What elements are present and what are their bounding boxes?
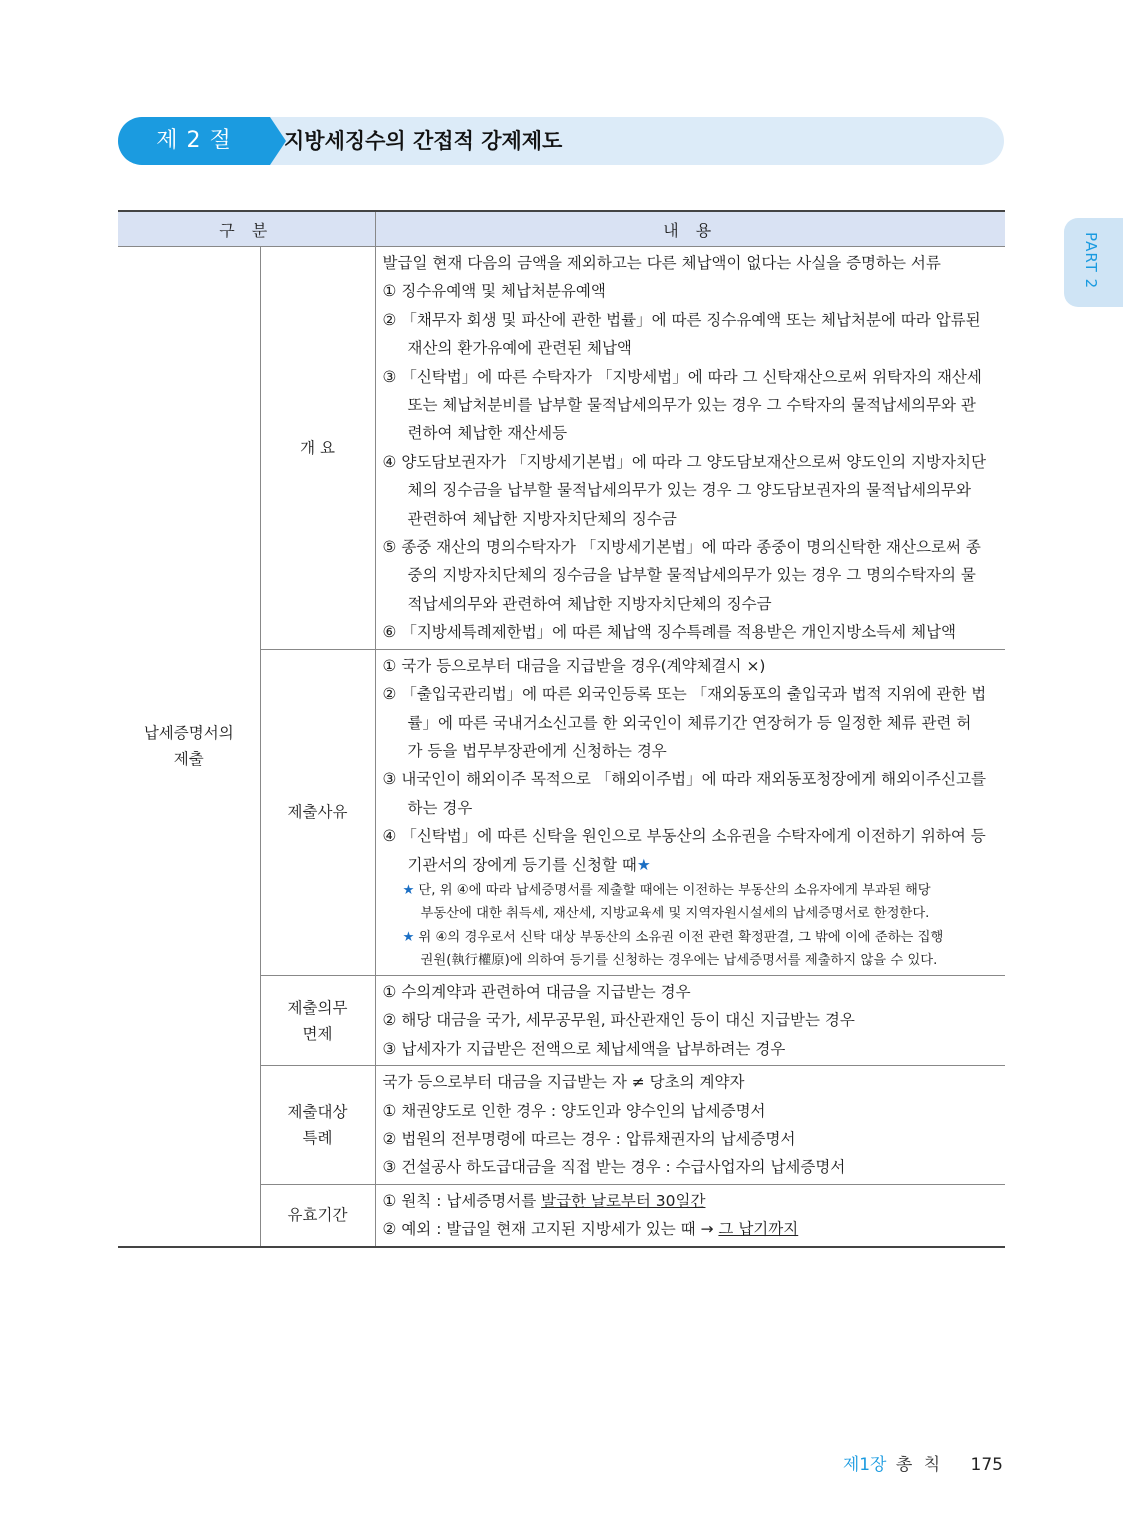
content-line [383,765,1000,793]
line-text: ④ 양도담보권자가 「지방세기본법」에 따라 그 양도담보재산으로써 양도인의 지방자치단 [382,452,986,471]
category-label: 납세증명서의 제출 [143,724,234,769]
line-text: ① 징수유예액 및 체납처분유예액 [382,282,606,301]
line-text: 기관서의 장에게 등기를 신청할 때 [407,855,637,874]
row-label-cell [260,247,375,650]
row-label: 제출사유 [287,803,348,822]
line-text: ① 채권양도로 인한 경우 : 양도인과 양수인의 납세증명서 [382,1101,766,1120]
line-text: 발급일 현재 다음의 금액을 제외하고는 다른 체납액이 없다는 사실을 증명하는 서류 [382,254,941,272]
row-label-cell [260,975,375,1065]
part-tab [1064,218,1123,307]
line-text: 가 등을 법무부장관에게 신청하는 경우 [407,741,667,760]
line-text: 하는 경우 [407,798,473,817]
line-text: 련하여 체납한 재산세등 [407,424,568,443]
line-text: 적납세의무와 관련하여 체납한 지방자치단체의 징수금 [407,594,772,613]
content-line [383,1215,1000,1243]
content-line [383,306,1000,334]
note-line [383,902,1000,926]
table-header-row [118,211,1005,247]
content-line [383,618,1000,646]
content-line [383,334,1000,362]
content-line [383,652,1000,680]
line-text: 체의 징수금을 납부할 물적납세의무가 있는 경우 그 양도담보권자의 물적납세의무와 [407,481,971,500]
note-text: 단, 위 ④에 따라 납세증명서를 제출할 때에는 이전하는 부동산의 소유자에게 부과된 해당 [418,882,931,898]
line-text: ③ 내국인이 해외이주 목적으로 「해외이주법」에 따라 재외동포청장에게 해외이주신고를 [382,770,986,789]
row-content [375,649,1005,975]
line-text: ① 원칙 : 납세증명서를 [382,1191,542,1210]
content-line [383,1006,1000,1034]
page-number: 175 [970,1455,1003,1475]
section-title: 지방세징수의 간접적 강제제도 [284,129,563,153]
note-text: 위 ④의 경우로서 신탁 대상 부동산의 소유권 이전 관련 확정판결, 그 밖에 이에 준하는 집행 [418,929,944,945]
header-category: 구 분 [118,211,375,247]
line-text: ① 국가 등으로부터 대금을 지급받을 경우(계약체결시 ×) [382,656,766,675]
note-line [383,949,1000,973]
star-icon: ★ [636,855,651,874]
note-line [383,926,1000,950]
footer-title: 총 칙 [895,1455,944,1475]
row-content [375,1066,1005,1185]
section-header [118,117,1004,165]
note-text: 부동산에 대한 취득세, 재산세, 지방교육세 및 지역자원시설세의 납세증명서로 한정한다. [420,906,930,922]
line-text: ③ 건설공사 하도급대금을 직접 받는 경우 : 수급사업자의 납세증명서 [382,1158,846,1177]
line-text: ② 해당 대금을 국가, 세무공무원, 파산관재인 등이 대신 지급받는 경우 [382,1011,855,1030]
header-content: 내 용 [375,211,1005,247]
content-line [383,391,1000,419]
table-body [118,247,1005,1247]
line-text: ② 예외 : 발급일 현재 고지된 지방세가 있는 때 → [382,1220,719,1239]
line-text: 관련하여 체납한 지방자치단체의 징수금 [407,509,677,528]
line-text: ④ 「신탁법」에 따른 신탁을 원인으로 부동산의 소유권을 수탁자에게 이전하기 위하여 등 [382,827,986,846]
underlined-text: 발급한 날로부터 30일간 [541,1191,706,1210]
row-content [375,1184,1005,1246]
content-line [383,680,1000,708]
line-text: ① 수의계약과 관련하여 대금을 지급받는 경우 [382,982,691,1001]
section-number: 제 2 절 [118,117,270,165]
row-label-cell [260,1184,375,1246]
content-line [383,978,1000,1006]
content-line [383,794,1000,822]
content-line [383,709,1000,737]
content-table [118,210,1005,1248]
line-text: ③ 「신탁법」에 따른 수탁자가 「지방세법」에 따라 그 신탁재산으로써 위탁자의 재산세 [382,367,982,386]
note-line [383,879,1000,903]
star-icon: ★ [402,882,415,898]
part-tab-label: PART 2 [1082,232,1100,290]
content-line [383,1125,1000,1153]
star-icon: ★ [402,929,415,945]
content-line [383,448,1000,476]
content-line [383,1068,1000,1096]
line-text: ⑥ 「지방세특례제한법」에 따른 체납액 징수특례를 적용받은 개인지방소득세 체납액 [382,623,956,642]
content-line [383,561,1000,589]
line-text: 또는 체납처분비를 납부할 물적납세의무가 있는 경우 그 수탁자의 물적납세의무와 관 [407,396,976,415]
content-line [383,1153,1000,1181]
line-text: 국가 등으로부터 대금을 지급받는 자 ≠ 당초의 계약자 [382,1073,745,1092]
underlined-text: 그 납기까지 [718,1220,799,1239]
line-text: ② 법원의 전부명령에 따르는 경우 : 압류채권자의 납세증명서 [382,1129,796,1148]
line-text: 률」에 따른 국내거소신고를 한 외국인이 체류기간 연장허가 등 일정한 체류 관련 허 [407,713,972,732]
content-line [383,533,1000,561]
line-text: 재산의 환가유예에 관련된 체납액 [407,339,632,358]
content-line [383,1187,1000,1215]
content-line [383,363,1000,391]
row-label: 개 요 [300,438,335,457]
line-text: 중의 지방자치단체의 징수금을 납부할 물적납세의무가 있는 경우 그 명의수탁자의 물 [407,566,976,585]
content-line [383,1097,1000,1125]
line-text: ⑤ 종중 재산의 명의수탁자가 「지방세기본법」에 따라 종중이 명의신탁한 재산으로써 종 [382,538,981,557]
table-row [118,247,1005,650]
category-cell [118,247,260,1247]
content-line [383,1035,1000,1063]
line-text: ② 「채무자 회생 및 파산에 관한 법률」에 따른 징수유예액 또는 체납처분에 따라 압류된 [382,310,981,329]
footer-chapter: 제1장 [842,1455,887,1475]
content-line [383,419,1000,447]
row-label: 제출대상 특례 [287,1102,348,1147]
row-label: 유효기간 [287,1206,348,1225]
content-line [383,476,1000,504]
content-line [383,590,1000,618]
row-label-cell [260,1066,375,1185]
row-label: 제출의무 면제 [287,998,348,1043]
page-footer [843,1450,1003,1475]
content-line [383,277,1000,305]
note-text: 권원(執行權原)에 의하여 등기를 신청하는 경우에는 납세증명서를 제출하지 않을 수 있다. [420,953,938,969]
content-line [383,822,1000,850]
line-text: ② 「출입국관리법」에 따른 외국인등록 또는 「재외동포의 출입국과 법적 지위에 관한 법 [382,685,987,704]
content-line [383,737,1000,765]
line-text: ③ 납세자가 지급받은 전액으로 체납세액을 납부하려는 경우 [382,1039,786,1058]
row-content [375,975,1005,1065]
content-line [383,505,1000,533]
content-line [383,249,1000,277]
row-label-cell [260,649,375,975]
row-content [375,247,1005,650]
content-line [383,851,1000,879]
